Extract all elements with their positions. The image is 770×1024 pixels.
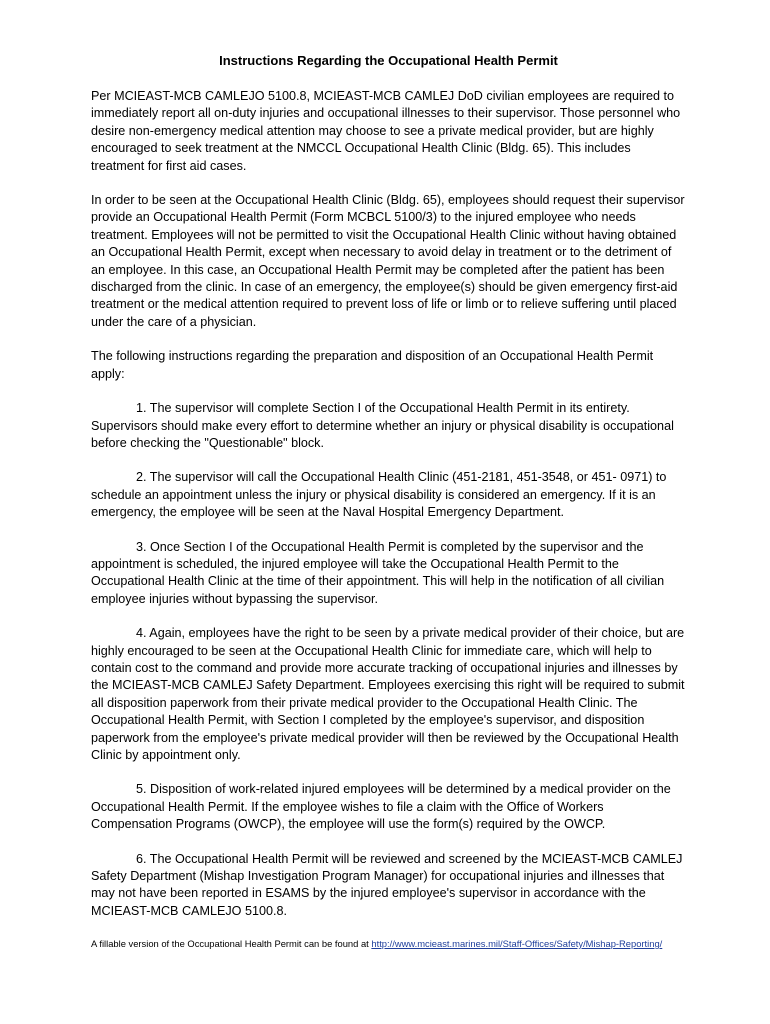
- intro-paragraph-3: The following instructions regarding the preparation and disposition of an Occupational Health Permit apply:: [91, 349, 654, 381]
- footer-link[interactable]: http://www.mcieast.marines.mil/Staff-Offices/Safety/Mishap-Reporting/: [371, 938, 663, 949]
- page-title: Instructions Regarding the Occupational Health Permit: [219, 53, 558, 68]
- intro-paragraph-2: In order to be seen at the Occupational Health Clinic (Bldg. 65), employees should request their supervisor provide an Occupational Health Permit (Form MCBCL 5100/3) to the injured employee who needs treatment. Employees will not be permitted to visit the Occupational Health Clinic without having obtained an Occupational Health Permit, except when necessary to avoid delay in treatment or to the detriment of an employee. In this case, an Occupational Health Permit may be completed after the patient has been discharged from the clinic. In case of an emergency, the employee(s) should be given emergency first-aid treatment or the medical attention required to prevent loss of life or limb or to relieve suffering until placed under the care of a physician.: [91, 193, 685, 329]
- numbered-item-6: 6. The Occupational Health Permit will be reviewed and screened by the MCIEAST-MCB CAMLEJ Safety Department (Mishap Investigation Program Manager) for occupational injuries and illnesses that may not have been reported in ESAMS by the injured employee's supervisor in accordance with the MCIEAST-MCB CAMLEJO 5100.8.: [91, 851, 683, 918]
- intro-paragraph-1: Per MCIEAST-MCB CAMLEJO 5100.8, MCIEAST-MCB CAMLEJ DoD civilian employees are required to immediately report all on-duty injuries and occupational illnesses to their supervisor. Those personnel who desire non-emergency medical attention may choose to see a private medical provider, but are highly encouraged to seek treatment at the NMCCL Occupational Health Clinic (Bldg. 65). This includes treatment for first aid cases.: [91, 89, 681, 173]
- numbered-item-2: 2. The supervisor will call the Occupational Health Clinic (451-2181, 451-3548, or 451- 0971) to schedule an appointment unless the injury or physical disability is considered an emergency. If it is an emergency, the employee will be seen at the Naval Hospital Emergency Department.: [91, 470, 667, 520]
- numbered-item-4: 4. Again, employees have the right to be seen by a private medical provider of their choice, but are highly encouraged to be seen at the Occupational Health Clinic for immediate care, which will help to contain cost to the command and provide more accurate tracking of occupational injuries and illnesses by the MCIEAST-MCB CAMLEJ Safety Department. Employees exercising this right will be required to submit all disposition paperwork from their private medical provider to the Occupational Health Clinic. The Occupational Health Permit, with Section I completed by the employee's supervisor, and disposition paperwork from the employee's private medical provider will then be reviewed by the Occupational Health Clinic by appointment only.: [91, 626, 685, 762]
- numbered-item-3: 3. Once Section I of the Occupational Health Permit is completed by the supervisor and the appointment is scheduled, the injured employee will take the Occupational Health Permit to the Occupational Health Clinic at the time of their appointment. This will help in the notification of all civilian employee injuries without bypassing the supervisor.: [91, 539, 665, 606]
- footer-note: [91, 938, 662, 950]
- footer-text: A fillable version of the Occupational Health Permit can be found at: [91, 938, 372, 949]
- numbered-item-5: 5. Disposition of work-related injured employees will be determined by a medical provider on the Occupational Health Permit. If the employee wishes to file a claim with the Office of Workers Compensation Programs (OWCP), the employee will use the form(s) required by the OWCP.: [91, 782, 671, 832]
- numbered-item-1: 1. The supervisor will complete Section I of the Occupational Health Permit in its entirety. Supervisors should make every effort to determine whether an injury or physical disability is occupational before checking the "Questionable" block.: [91, 401, 674, 450]
